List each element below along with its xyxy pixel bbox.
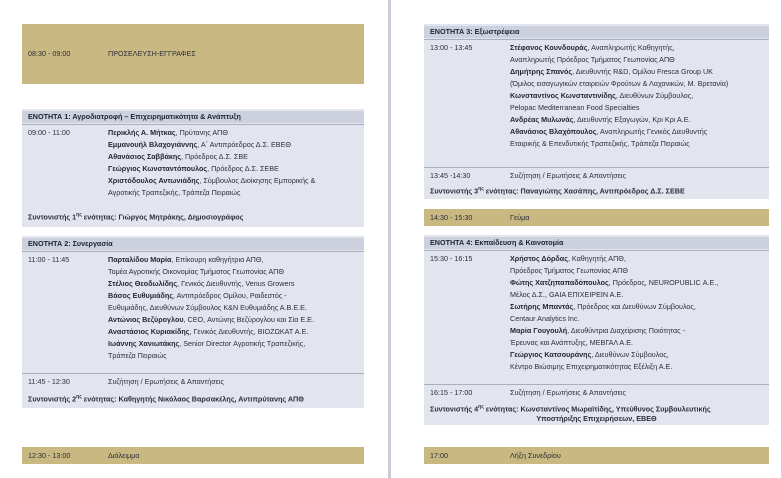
- unit3-time: 13:00 - 13:45: [430, 43, 473, 52]
- unit3-moderator: Συντονιστής $3^{\eta\varsigma}$ ενότητας: Παναγιώτης Χασάπης, Αντιπρόεδρος Δ.Σ. ΣΕΒΕ: [430, 186, 685, 196]
- unit2-discussion-time: 11:45 - 12:30: [28, 377, 70, 386]
- speaker-line: Μαρία Γουγουλή, Διευθύντρια Διαχείρισης Ποιότητας -: [510, 326, 686, 335]
- speaker-line: Πρόεδρος Τμήματος Γεωπονίας ΑΠΘ: [510, 266, 628, 275]
- unit4-moderator-line2: Υποστήριξης Επιχειρήσεων, ΕΒΕΘ: [536, 414, 657, 423]
- unit2-title: ΕΝΟΤΗΤΑ 2: Συνεργασία: [22, 238, 364, 250]
- break-time: 12:30 - 13:00: [28, 451, 71, 460]
- unit2-moderator: Συντονιστής $2^{\eta\varsigma}$ ενότητας: Καθηγητής Νικόλαος Βαρσακέλης, Αντιπρύτανης ΑΠΘ: [28, 394, 304, 404]
- speaker-line: Τομέα Αγροτικής Οικονομίας Τμήματος Γεωπονίας ΑΠΘ: [108, 267, 284, 276]
- speaker-line: Αθανάσιος Βλαχόπουλος, Αναπληρωτής Γενικός Διευθυντής: [510, 127, 708, 136]
- lunch-time: 14:30 - 15:30: [430, 213, 473, 222]
- break-block: [22, 447, 364, 464]
- divider: [424, 39, 769, 40]
- speaker-line: Εταιρικής & Επενδυτικής Τραπεζικής, Τράπεζα Πειραιώς: [510, 139, 690, 148]
- arrival-label: ΠΡΟΣΕΛΕΥΣΗ-ΕΓΓΡΑΦΕΣ: [108, 49, 196, 58]
- arrival-time: 08:30 - 09:00: [28, 49, 71, 58]
- speaker-line: Δημήτρης Σπανός, Διευθυντής R&D, Ομίλου Fresca Group UK: [510, 67, 713, 76]
- right-column: [391, 0, 781, 478]
- unit2-discussion-label: Συζήτηση / Ερωτήσεις & Απαντήσεις: [108, 377, 224, 386]
- unit4-block: [424, 235, 769, 425]
- unit1-time: 09:00 - 11:00: [28, 128, 70, 137]
- unit4-discussion-time: 16:15 - 17:00: [430, 388, 473, 397]
- speaker-line: Κέντρο Βιώσιμης Επιχειρηματικότητας Εξέλιξη Α.Ε.: [510, 362, 673, 371]
- unit4-discussion-label: Συζήτηση / Ερωτήσεις & Απαντήσεις: [510, 388, 626, 397]
- speaker-line: Pelopac Mediterranean Food Specialties: [510, 103, 640, 112]
- lunch-block: [424, 209, 769, 226]
- close-block: [424, 447, 769, 464]
- unit3-discussion-time: 13:45 -14:30: [430, 171, 471, 180]
- speaker-line: Εμμανουήλ Βλαχογιάννης, Α΄ Αντιπρόεδρος Δ.Σ. ΕΒΕΘ: [108, 140, 291, 149]
- speaker-line: Centaur Analytics Inc.: [510, 314, 580, 323]
- lunch-label: Γεύμα: [510, 213, 530, 222]
- unit3-discussion-label: Συζήτηση / Ερωτήσεις & Απαντήσεις: [510, 171, 626, 180]
- speaker-line: Κωνσταντίνος Κωνσταντινίδης, Διευθύνων Σύμβουλος,: [510, 91, 694, 100]
- unit4-time: 15:30 - 16:15: [430, 254, 473, 263]
- speaker-line: Αγροτικής Τραπεζικής, Τράπεζα Πειραιώς: [108, 188, 241, 197]
- speaker-line: Έρευνας και Ανάπτυξης, ΜΕΒΓΑΛ Α.Ε.: [510, 338, 633, 347]
- speaker-line: Γεώργιος Κατσουράνης, Διευθύνων Σύμβουλος,: [510, 350, 669, 359]
- speaker-line: Ανδρέας Μυλωνάς, Διευθυντής Εξαγωγών, Κρι Κρι Α.Ε.: [510, 115, 691, 124]
- unit2-block: [22, 236, 364, 408]
- break-label: Διάλειμμα: [108, 451, 140, 460]
- speaker-line: Γεώργιος Κωνσταντόπουλος, Πρόεδρος Δ.Σ. ΣΕΒΕ: [108, 164, 279, 173]
- divider: [22, 251, 364, 252]
- arrival-block: [22, 24, 364, 84]
- speaker-line: (Όμιλος εισαγωγικών εταιρειών Φρούτων & Λαχανικών, Μ. Βρετανία): [510, 79, 729, 88]
- divider: [424, 167, 769, 168]
- divider: [424, 384, 769, 385]
- speaker-line: Στέφανος Κουνδουράς, Αναπληρωτής Καθηγητής,: [510, 43, 675, 52]
- unit1-title: ΕΝΟΤΗΤΑ 1: Αγροδιατροφή – Επιχειρηματικότητα & Ανάπτυξη: [22, 111, 364, 123]
- speaker-line: Παρταλίδου Μαρία, Επίκουρη καθηγήτρια ΑΠΘ,: [108, 255, 264, 264]
- divider: [22, 373, 364, 374]
- speaker-line: Σωτήρης Μπαντάς, Πρόεδρος και Διευθύνων Σύμβουλος,: [510, 302, 696, 311]
- speaker-line: Ευθυμιάδης, Διευθύνων Σύμβουλος K&N Ευθυμιάδης Α.Β.Ε.Ε.: [108, 303, 307, 312]
- unit4-title: ΕΝΟΤΗΤΑ 4: Εκπαίδευση & Καινοτομία: [424, 237, 769, 249]
- speaker-line: Φώτης Χατζηπαπαδόπουλος, Πρόεδρος, NEUROPUBLIC Α.Ε.,: [510, 278, 719, 287]
- speaker-line: Ιωάννης Χανιωτάκης, Senior Director Αγροτικής Τραπεζικής,: [108, 339, 306, 348]
- speaker-line: Αθανάσιος Σαββάκης, Πρόεδρος Δ.Σ. ΣΒΕ: [108, 152, 248, 161]
- left-column: [0, 0, 388, 478]
- divider: [22, 124, 364, 125]
- close-label: Λήξη Συνεδρίου: [510, 451, 561, 460]
- divider: [424, 250, 769, 251]
- unit1-moderator: Συντονιστής $1^{\eta\varsigma}$ ενότητας: Γιώργος Μητράκης, Δημοσιογράφος: [28, 212, 244, 222]
- unit2-time: 11:00 - 11:45: [28, 255, 70, 264]
- speaker-line: Βάσος Ευθυμιάδης, Αντιπρόεδρος Ομίλου, Ραιδεστός -: [108, 291, 287, 300]
- speaker-line: Μέλος Δ.Σ., GAIA ΕΠΙΧΕΙΡΕΙΝ Α.Ε.: [510, 290, 624, 299]
- unit1-block: [22, 109, 364, 227]
- unit3-block: [424, 24, 769, 199]
- unit3-title: ΕΝΟΤΗΤΑ 3: Εξωστρέφεια: [424, 26, 769, 38]
- speaker-line: Χρήστος Δόρδας, Καθηγητής ΑΠΘ,: [510, 254, 626, 263]
- speaker-line: Τράπεζα Πειραιώς: [108, 351, 167, 360]
- speaker-line: Περικλής Α. Μήτκας, Πρύτανης ΑΠΘ: [108, 128, 228, 137]
- speaker-line: Χριστόδουλος Αντωνιάδης, Σύμβουλος Διοίκησης Εμπορικής &: [108, 176, 316, 185]
- speaker-line: Αντώνιος Βεζύρογλου, CEO, Αντώνης Βεζύρογλου και Σία Ε.Ε.: [108, 315, 314, 324]
- speaker-line: Αναστάσιος Κυριακίδης, Γενικός Διευθυντής, ΒΙΟΖΩΚΑΤ Α.Ε.: [108, 327, 309, 336]
- speaker-line: Στέλιος Θεοδωλίδης, Γενικός Διευθυντής, Venus Growers: [108, 279, 295, 288]
- unit4-moderator: Συντονιστής $4^{\eta\varsigma}$ ενότητας: Κωνσταντίνος Μωραϊτίδης, Υπεύθυνος Συμβουλευτικής: [430, 404, 711, 414]
- speaker-line: Αναπληρωτής Πρόεδρος Τμήματος Γεωπονίας ΑΠΘ: [510, 55, 675, 64]
- close-time: 17:00: [430, 451, 448, 460]
